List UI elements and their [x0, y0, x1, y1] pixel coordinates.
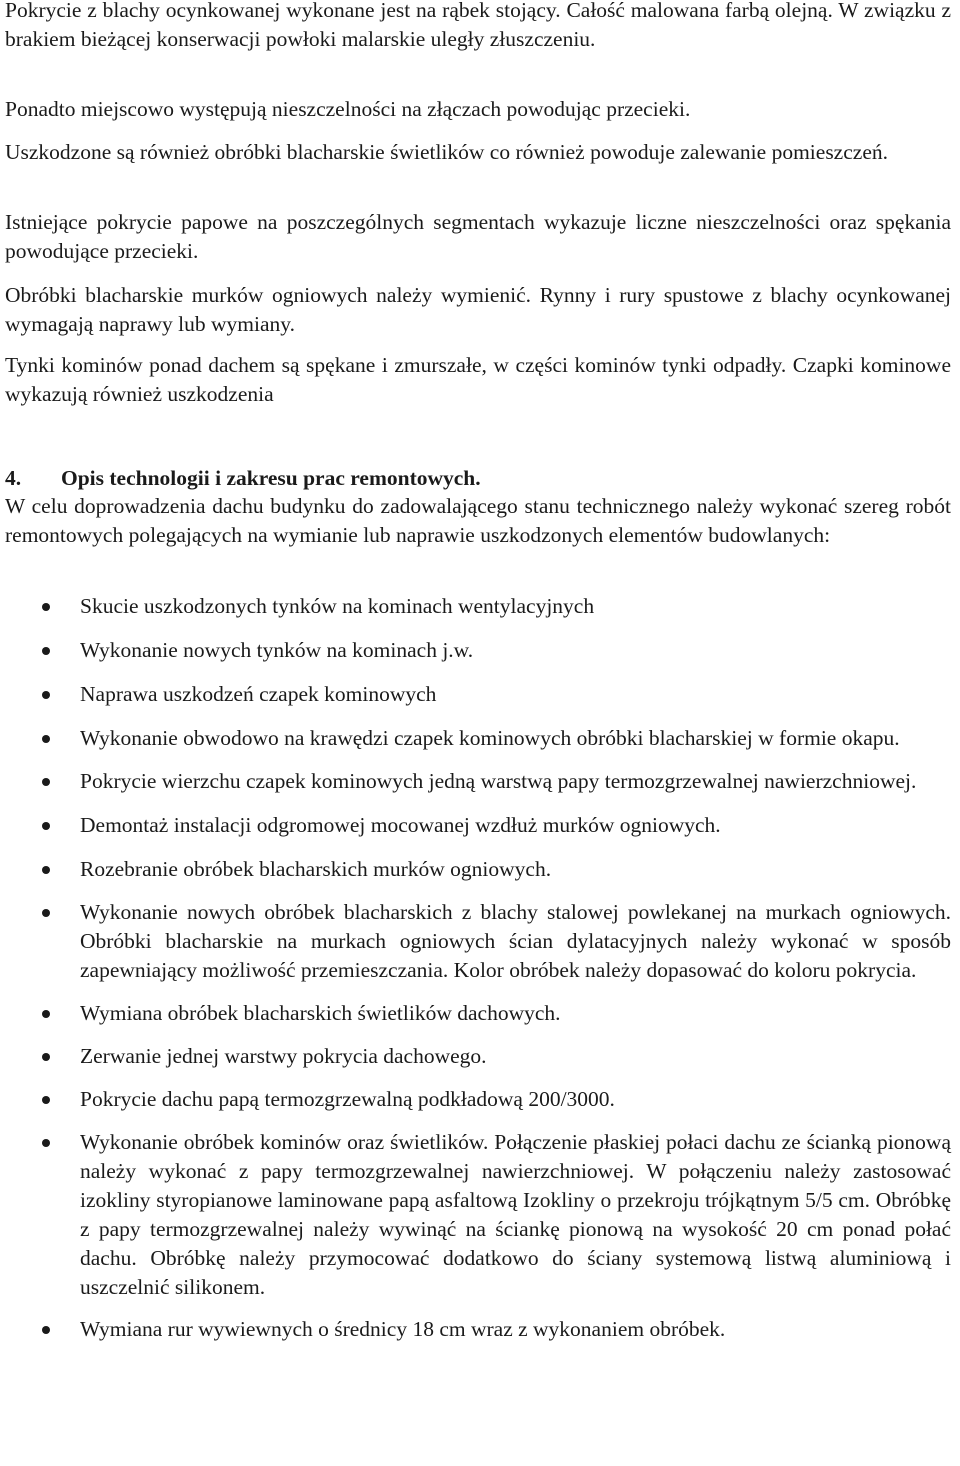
list-item-text: Wymiana rur wywiewnych o średnicy 18 cm wraz z wykonaniem obróbek. — [80, 1317, 726, 1341]
section-heading — [5, 464, 481, 493]
bullet-icon — [42, 603, 50, 611]
list-item — [5, 767, 951, 796]
bullet-icon — [42, 822, 50, 830]
bullet-icon — [42, 866, 50, 874]
bullet-icon — [42, 1010, 50, 1018]
bullet-icon — [42, 1096, 50, 1104]
paragraph-roof-covering: Pokrycie z blachy ocynkowanej wykonane jest na rąbek stojący. Całość malowana farbą olejną. W związku z brakiem bieżącej konserwacji powłoki malarskie uległy złuszczeniu. — [5, 0, 951, 51]
list-item — [5, 898, 951, 985]
list-item-text: Wykonanie nowych obróbek blacharskich z blachy stalowej powlekanej na murkach ogniowych. Obróbki blacharskie na murkach ogniowych ścian dylatacyjnych należy wykonać w sposób zapewniający możliwość przemieszczania. Kolor obróbek należy dopasować do koloru pokrycia. — [80, 900, 951, 982]
list-item — [5, 1085, 951, 1114]
list-item-text: Wymiana obróbek blacharskich świetlików dachowych. — [80, 1001, 561, 1025]
section-title: Opis technologii i zakresu prac remontowych. — [61, 466, 481, 490]
list-item — [5, 1042, 951, 1071]
works-bullet-list — [5, 592, 951, 1344]
bullet-icon — [42, 647, 50, 655]
paragraph-chimney-plaster: Tynki kominów ponad dachem są spękane i zmurszałe, w części kominów tynki odpadły. Czapki kominowe wykazują również uszkodzenia — [5, 353, 951, 406]
list-item — [5, 592, 951, 621]
list-item-text: Rozebranie obróbek blacharskich murków ogniowych. — [80, 857, 552, 881]
paragraph-parapet-gutters: Obróbki blacharskie murków ogniowych należy wymienić. Rynny i rury spustowe z blachy ocynkowanej wymagają naprawy lub wymiany. — [5, 283, 951, 336]
list-item-text: Naprawa uszkodzeń czapek kominowych — [80, 682, 437, 706]
list-item-text: Wykonanie obróbek kominów oraz świetlików. Połączenie płaskiej połaci dachu ze ścianką pionową należy wykonać z papy termozgrzewalnej nawierzchniowej. W połączeniu należy zastosować izokliny styropianowe laminowane papą asfaltową Izokliny o przekroju trójkątnym 5/5 cm. Obróbkę z papy termozgrzewalnej należy wywinąć na ściankę pionową na wysokość 20 cm ponad połać dachu. Obróbkę należy przymocować dodatkowo do ściany systemową listwą aluminiową i uszczelnić silikonem. — [80, 1130, 951, 1299]
list-item-text: Pokrycie dachu papą termozgrzewalną podkładową 200/3000. — [80, 1087, 615, 1111]
list-item-text: Wykonanie obwodowo na krawędzi czapek kominowych obróbki blacharskiej w formie okapu. — [80, 726, 900, 750]
paragraph-paper-roofing: Istniejące pokrycie papowe na poszczególnych segmentach wykazuje liczne nieszczelności oraz spękania powodujące przecieki. — [5, 210, 951, 263]
paragraph-leaks: Ponadto miejscowo występują nieszczelności na złączach powodując przecieki. — [5, 97, 691, 121]
list-item — [5, 811, 951, 840]
list-item — [5, 680, 951, 709]
list-item — [5, 1128, 951, 1302]
bullet-icon — [42, 1326, 50, 1334]
list-item — [5, 724, 951, 753]
section-number: 4. — [5, 466, 22, 490]
list-item-text: Zerwanie jednej warstwy pokrycia dachowego. — [80, 1044, 487, 1068]
list-item — [5, 636, 951, 665]
list-item-text: Skucie uszkodzonych tynków na kominach wentylacyjnych — [80, 594, 595, 618]
list-item-text: Demontaż instalacji odgromowej mocowanej wzdłuż murków ogniowych. — [80, 813, 721, 837]
paragraph-skylight-flashing: Uszkodzone są również obróbki blacharskie świetlików co również powoduje zalewanie pomieszczeń. — [5, 140, 888, 164]
list-item — [5, 999, 951, 1028]
bullet-icon — [42, 778, 50, 786]
bullet-icon — [42, 735, 50, 743]
bullet-icon — [42, 909, 50, 917]
bullet-icon — [42, 1053, 50, 1061]
list-item — [5, 1315, 951, 1344]
section-intro-paragraph: W celu doprowadzenia dachu budynku do zadowalającego stanu technicznego należy wykonać szereg robót remontowych polegających na wymianie lub naprawie uszkodzonych elementów budowlanych: — [5, 494, 951, 547]
bullet-icon — [42, 691, 50, 699]
list-item-text: Pokrycie wierzchu czapek kominowych jedną warstwą papy termozgrzewalnej nawierzchniowej. — [80, 769, 917, 793]
bullet-icon — [42, 1139, 50, 1147]
list-item-text: Wykonanie nowych tynków na kominach j.w. — [80, 638, 474, 662]
list-item — [5, 855, 951, 884]
